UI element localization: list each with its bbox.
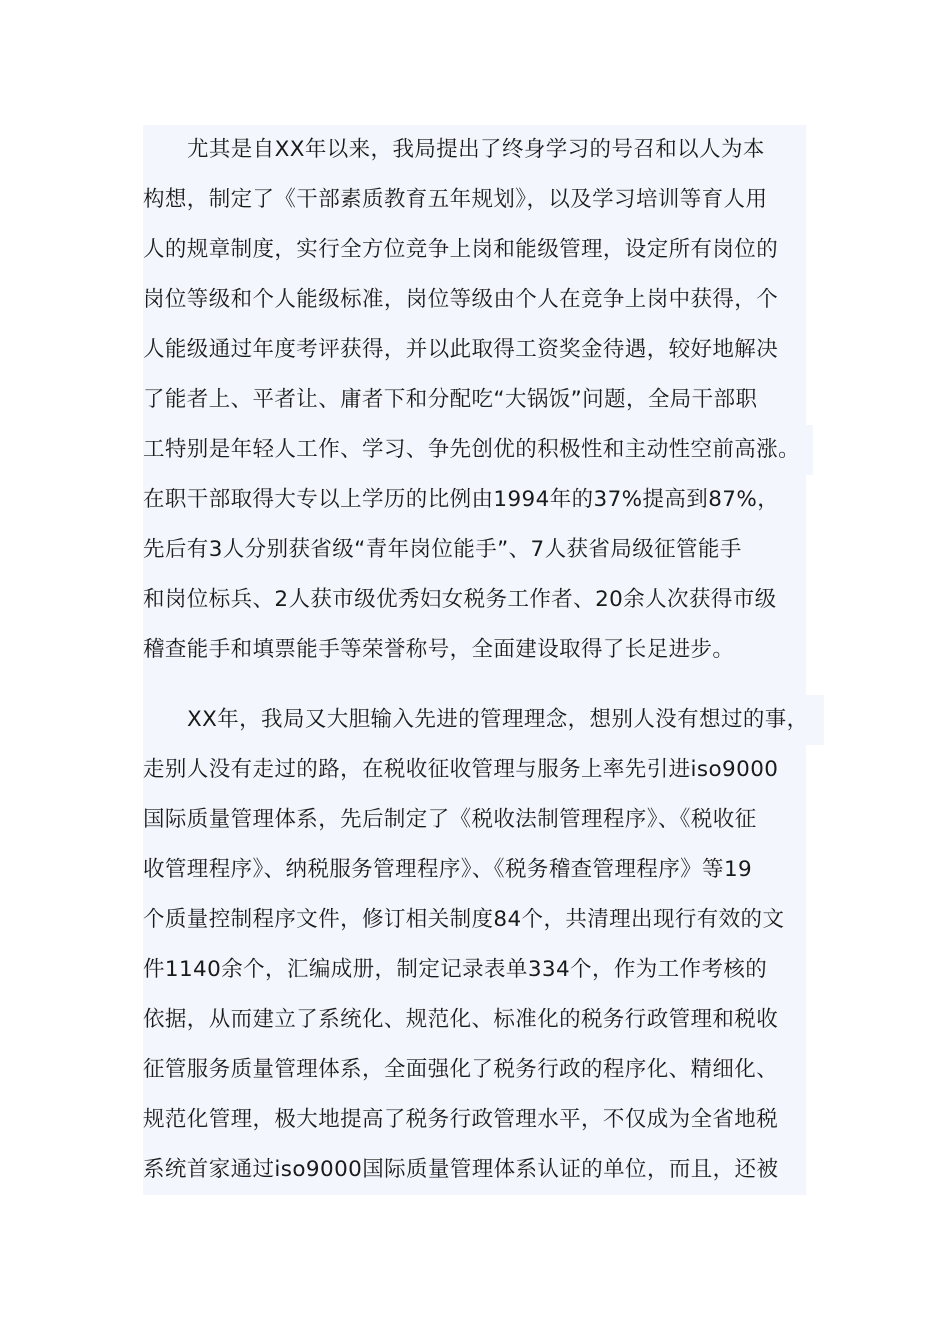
text-line: 在职干部取得大专以上学历的比例由1994年的37%提高到87%， xyxy=(143,475,806,525)
text-line: 和岗位标兵、2人获市级优秀妇女税务工作者、20余人次获得市级 xyxy=(143,575,806,625)
text-line: 构想，制定了《干部素质教育五年规划》，以及学习培训等育人用 xyxy=(143,175,806,225)
paragraph-gap xyxy=(143,675,806,695)
paragraph-2 xyxy=(143,695,824,1195)
text-line: XX年，我局又大胆输入先进的管理理念，想别人没有想过的事， xyxy=(143,695,824,745)
text-line: 岗位等级和个人能级标准，岗位等级由个人在竞争上岗中获得，个 xyxy=(143,275,806,325)
text-line: 人的规章制度，实行全方位竞争上岗和能级管理，设定所有岗位的 xyxy=(143,225,806,275)
text-line: 收管理程序》、纳税服务管理程序》、《税务稽查管理程序》等19 xyxy=(143,845,806,895)
text-line: 尤其是自XX年以来，我局提出了终身学习的号召和以人为本 xyxy=(143,125,806,175)
text-line: 规范化管理，极大地提高了税务行政管理水平，不仅成为全省地税 xyxy=(143,1095,806,1145)
text-line: 稽查能手和填票能手等荣誉称号，全面建设取得了长足进步。 xyxy=(143,625,806,675)
paragraph-1 xyxy=(143,125,813,675)
text-line: 征管服务质量管理体系，全面强化了税务行政的程序化、精细化、 xyxy=(143,1045,806,1095)
text-line: 依据，从而建立了系统化、规范化、标准化的税务行政管理和税收 xyxy=(143,995,806,1045)
text-line: 先后有3人分别获省级“青年岗位能手”、7人获省局级征管能手 xyxy=(143,525,806,575)
text-line: 件1140余个，汇编成册，制定记录表单334个，作为工作考核的 xyxy=(143,945,806,995)
text-line: 走别人没有走过的路，在税收征收管理与服务上率先引进iso9000 xyxy=(143,745,806,795)
text-line: 工特别是年轻人工作、学习、争先创优的积极性和主动性空前高涨。 xyxy=(143,425,813,475)
text-line: 人能级通过年度考评获得，并以此取得工资奖金待遇，较好地解决 xyxy=(143,325,806,375)
text-line: 了能者上、平者让、庸者下和分配吃“大锅饭”问题，全局干部职 xyxy=(143,375,806,425)
text-line: 个质量控制程序文件，修订相关制度84个，共清理出现行有效的文 xyxy=(143,895,806,945)
text-line: 国际质量管理体系，先后制定了《税收法制管理程序》、《税收征 xyxy=(143,795,806,845)
text-line: 系统首家通过iso9000国际质量管理体系认证的单位，而且，还被 xyxy=(143,1145,806,1195)
